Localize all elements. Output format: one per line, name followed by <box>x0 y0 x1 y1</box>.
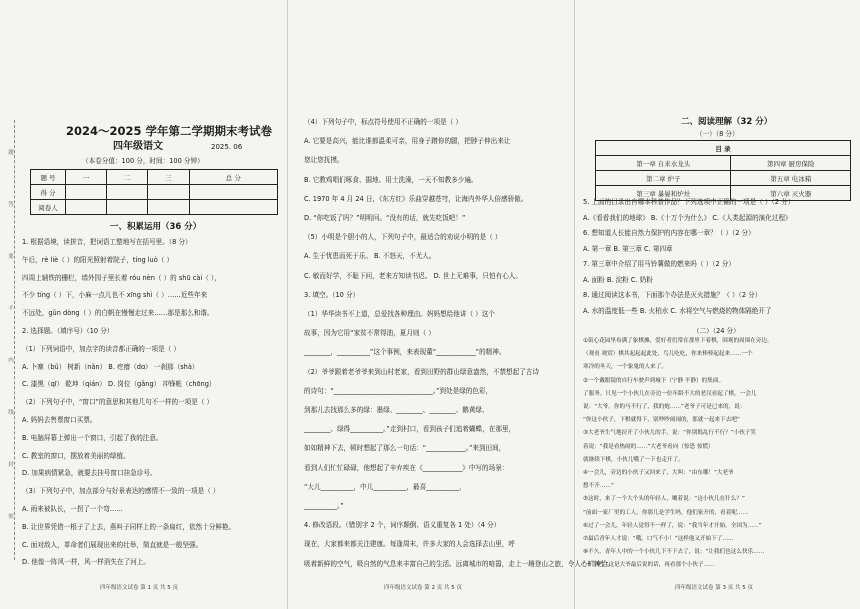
toc-cell: 第五章 电冰箱 <box>731 171 851 186</box>
text-line: A. 生于忧患而死于乐。 B. 不怒天，不尤人。 <box>304 252 436 261</box>
text-line: 午后，rè liè（ ）的阳光照射着院子，tíng luò（ ） <box>22 255 174 264</box>
text-line: 如如精神下去，顿时想起了那么一句话：“____________。”来到田间， <box>304 444 506 453</box>
text-line: “你这小伙子，下棋就得下，别吵吵闹闹的，那就一起来下去吧” <box>583 417 740 424</box>
toc-row <box>596 171 851 186</box>
text-line: 8. 通过阅读这本书，下面那个办法是灭火措施？（ ）（2 分） <box>583 291 762 299</box>
grader-row-label: 阅卷人 <box>31 200 66 215</box>
score-row-label: 得 分 <box>31 185 66 200</box>
text-line: D. 加果病情紧急，就要去挂号窗口挂急诊号。 <box>22 469 157 478</box>
section-title: 一、积累运用（36 分） <box>110 222 202 232</box>
seal-char: 内 <box>8 358 14 364</box>
page-footer: 四年级语文试卷 第 3 页 共 5 页 <box>675 585 753 591</box>
seal-char: 线 <box>8 410 14 416</box>
text-line: B. 电脑屏幕上弹出一个窗口，引起了我的注意。 <box>22 433 163 442</box>
text-line: B. 它教鸡唱们啄食、掘地、用土洗澡，一天不知教多少遍。 <box>304 175 478 184</box>
score-table-header <box>31 170 278 185</box>
text-line: A. 卜寨（bǔ） 树新（nǎn） B. 疙瘩（dɑ） 一刹那（shà） <box>22 362 199 371</box>
text-line: D. 他像一阵风一样，风一样消失在了河上。 <box>22 558 150 567</box>
text-line: 您让您抚摸。 <box>304 156 344 165</box>
text-line: （4）下列句子中，标点符号使用不正确的一项是（ ） <box>304 118 462 126</box>
seal-char: 要 <box>8 254 14 260</box>
text-line: 了服务。只见一个小伙儿在旁边一位年龄不大的老汉看起了棋，一会儿 <box>583 390 757 397</box>
text-line: ①街心花园里布满了象棋摊，爱好者们常在那里下着棋，围观的周围在旁边， <box>583 338 773 344</box>
text-line: （1）下列词语中，加点字的读音都正确的一项是（ ） <box>22 344 180 353</box>
exam-page-3 <box>574 0 860 609</box>
text-line: A.《看看我们的地球》 B.《十万个为什么》 C.《人类起源的演化过程》 <box>583 213 792 222</box>
text-line: 寒冷的冬天，一个象鬼的人来了。 <box>583 364 667 371</box>
text-line: 3. 填空。（10 分） <box>304 290 360 299</box>
exam-subject: 四年级语文 <box>113 141 163 152</box>
text-line: ⑦最后青年人才说：“哦，口气不小！”这样他又开始下了…… <box>583 536 734 542</box>
text-line: 5. 上面的目录出自哪本科普作品？下列选项中正确的一项是（ ）（2 分） <box>583 198 795 206</box>
text-line: ________、绿得__________。”走到村口，看到孩子们追着蝴蝶，在那里， <box>304 425 516 434</box>
text-line: 说：“大爷，你的马不行了，我的炮……”老爷子可是已来的，说： <box>583 404 746 410</box>
seal-char: 密 <box>8 514 14 520</box>
text-line: （2）下列句子中，“窗口”的意思和其他几句不一样的一项是（ ） <box>22 398 214 407</box>
text-line: （观看 观赏）棋其起起起此处，鸟儿吃吃，你来棒棒起起来……一个 <box>583 351 753 358</box>
toc-row <box>596 156 851 171</box>
text-line: ⑤这时，来了一个大个头的年轻人，嚷着说：“这小伙儿在什么？” <box>583 496 745 503</box>
text-line: A. 第一章 B. 第三章 C. 第四章 <box>583 244 673 253</box>
text-line: ③大老爷生气地拉开了小伙儿的手，说：“你别捣乱行不行？”小伙子笑 <box>583 430 757 437</box>
toc-cell: 第一章 自来水龙头 <box>596 156 731 171</box>
toc-table <box>595 140 851 201</box>
seal-char: 题 <box>8 150 14 156</box>
text-line: 就继续下棋，小伙儿嘴了一下也走开了。 <box>583 456 684 463</box>
text-line: 想不开……” <box>583 483 614 490</box>
text-line: A. 面粉 B. 淀粉 C. 奶粉 <box>583 275 653 284</box>
toc-cell: 第四章 厨房保险 <box>731 156 851 171</box>
text-line: “大儿__________，中儿__________，最喜__________， <box>304 482 466 491</box>
text-line: 现在，大家都来都关注建康。每逢周末，许多大家的人会选择去山里，呼 <box>304 540 515 549</box>
text-line: __________。” <box>304 502 344 510</box>
toc-cell: 第三章 暴晏和炉灶 <box>596 186 731 201</box>
toc-cell: 第六章 灭火器 <box>731 186 851 201</box>
seal-char: 答 <box>8 202 14 208</box>
seal-char: 封 <box>8 462 14 468</box>
score-table <box>30 169 278 215</box>
page-footer: 四年级语文试卷 第 2 页 共 5 页 <box>384 585 462 591</box>
page-footer: 四年级语文试卷 第 1 页 共 5 页 <box>100 585 178 591</box>
exam-info: （本卷分值：100 分，时间：100 分钟） <box>82 157 204 165</box>
text-line: 不远处，gǔn dòng（ ）的白帆在慢慢走过来……那是那么和谐。 <box>22 309 214 318</box>
text-line: ⑥过了一会儿，年轻人觉得不一样了，说：“我当年才开始，全国为……” <box>583 522 762 529</box>
text-line: A. 水的温度低一些 B. 火柏水 C. 水将空气与燃烧的物体隔绝开了 <box>583 306 772 315</box>
text-line: 看到人们忙忙碌碌，他想起了辛弃疾在《____________》中写的场景： <box>304 463 509 472</box>
text-line: 到那儿去找那么多的绿：墨绿、________、________、鹅黄绿、 <box>304 406 489 414</box>
text-line: （2）爷爷跟着老爷爷来到山村老家，看到田野的群山绿意盎然，不禁想起了古诗 <box>304 367 539 376</box>
header-cell: 二 <box>107 170 148 185</box>
part-title: （一）（8 分） <box>696 130 739 138</box>
header-cell: 题 号 <box>31 170 66 185</box>
exam-title: 2024～2025 学年第二学期期末考试卷 <box>66 124 273 138</box>
text-line: A. 它要是高兴，能比谁都温柔可亲，用身子蹭你的腿，把脖子伸出来让 <box>304 137 511 146</box>
seal-line <box>14 120 15 560</box>
text-line: C. 敏而好学，不耻下问，老来方知读书迟。 D. 世上无难事，只怕有心人。 <box>304 271 522 280</box>
text-line: “一盘吧。”这是大爷最后说的话，再看那个小伙子…… <box>583 562 715 569</box>
text-line: （3）下列句子中，加点部分与好景表达的感情不一致的一项是（ ） <box>22 487 220 496</box>
exam-page-1 <box>0 0 287 609</box>
text-line: （1）华华读书不上道，总爱找各种理由。妈妈想给他讲（ ）这个 <box>304 310 495 318</box>
text-line: 7. 第三章中介绍了用马铃薯做的燃来吗（ ）（2 分） <box>583 260 735 268</box>
text-line: C. 漆黑（qī） 乾坤（qián） D. 岗位（gǎng） 冲锋帐（chōng） <box>22 380 216 389</box>
text-line: 不少 tíng（ ）下，小麻一点儿也不 xīng shì（ ）……近些年来 <box>22 291 208 300</box>
text-line: ⑧不久，青年人中的一个小伙儿下不下去了，说：“让我们也这么快乐…… <box>583 549 765 556</box>
exam-date: 2025. 06 <box>211 143 243 151</box>
text-line: B. 让世界凭借一根子了上去，燕叫子同样上的一条扁红，依然十分鲜艳。 <box>22 522 236 531</box>
text-line: A. 妈妈去售票窗口买票。 <box>22 416 97 424</box>
text-line: 1. 根据语境，读拼音，把词语工整地写在括号里。（8 分） <box>22 238 192 246</box>
header-cell: 总 分 <box>189 170 277 185</box>
text-line: A. 雨来被队长，一拐了一个弯…… <box>22 505 123 513</box>
text-line: 吸着新鲜的空气，吸自然的气息来丰富自己的生活。远离城市的喧嚣，走上一趟登山之旅，令人心旷神怡。 <box>304 559 614 568</box>
part-title: （二）（24 分） <box>693 327 740 335</box>
text-line: 四周上辅铁的栅栏，墙外园子里长着 róu nèn（ ）的 shū cài（ ）， <box>22 273 221 282</box>
header-cell: 一 <box>66 170 107 185</box>
toc-cell: 第二章 炉子 <box>596 171 731 186</box>
text-line: 6. 想知道人长能自然力保护的内容在哪一章？（ ）（2 分） <box>583 229 755 237</box>
text-line: 着说：“我是看热闹的……”大老爷看向（惊恐 惊慌） <box>583 443 714 450</box>
toc-title: 目 录 <box>596 141 851 156</box>
text-line: “前面一家厂里的工人，你那儿是学生吗，他们家开的，看着呢…… <box>583 509 749 516</box>
section-title: 二、阅读理解（32 分） <box>681 117 773 127</box>
text-line: D. “你吃饭了吗？”明明问。“没有的话，就先吃饭吧！” <box>304 214 466 222</box>
text-line: C. 教室的窗口，摆放着美丽的绿植。 <box>22 451 130 460</box>
header-cell: 三 <box>148 170 189 185</box>
text-line: C. 面对敌人，革命者们展现出来的壮举，简直就是一般坚强。 <box>22 540 203 549</box>
text-line: 2. 选择题。（填序号）（10 分） <box>22 327 114 335</box>
text-line: 4. 修改语段。（错别字 2 个，词序颠倒、语义重复各 1 处）（4 分） <box>304 521 501 530</box>
text-line: （5）小明是个胆小的人，下列句子中，最适合的劝说小明的是（ ） <box>304 233 502 242</box>
text-line: ②一个戴眼镜的自行车驶声到城下（宁静 平静）的集面。 <box>583 377 725 384</box>
seal-char: 不 <box>8 306 14 312</box>
text-line: 故事，因为它用“家贫不常得油，夏月则（ ） <box>304 329 435 338</box>
text-line: ________，__________”这个事例，来表现董“____________”的精神。 <box>304 348 506 357</box>
text-line: 的诗句：“______________________________。”到处是绿的色彩， <box>304 386 493 395</box>
text-line: ④一会儿，旁边的小伙子又回来了，大叫：“由东哪！”大老爷 <box>583 470 734 476</box>
text-line: C. 1970 年 4 月 24 日，《东方红》乐曲穿越苍穹，让海内外华人倍感骄傲。 <box>304 194 528 203</box>
